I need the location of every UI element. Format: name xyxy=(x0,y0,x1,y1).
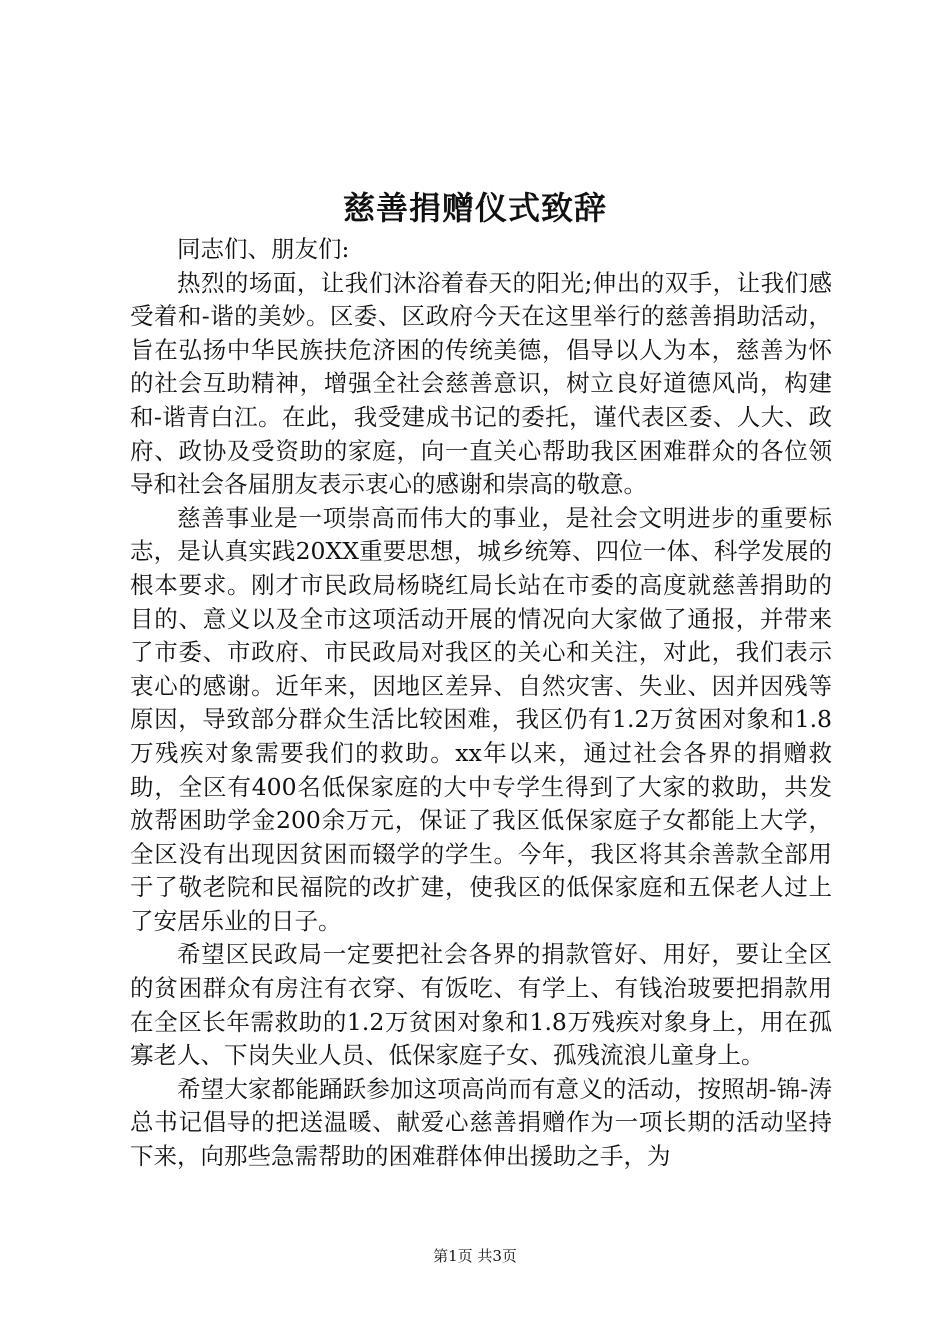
paragraph-4: 希望大家都能踊跃参加这项高尚而有意义的活动，按照胡-锦-涛总书记倡导的把送温暖、献爱心慈善捐赠作为一项长期的活动坚持下来，向那些急需帮助的困难群体伸出援助之手，为 xyxy=(130,1074,832,1171)
document-title: 慈善捐赠仪式致辞 xyxy=(342,189,607,227)
paragraph-1: 热烈的场面，让我们沐浴着春天的阳光;伸出的双手，让我们感受着和-谐的美妙。区委、区政府今天在这里举行的慈善捐助活动，旨在弘扬中华民族扶危济困的传统美德，倡导以人为本，慈善为怀的社会互助精神，增强全社会慈善意识，树立良好道德风尚，构建和-谐青白江。在此，我受建成书记的委托，谨代表区委、人大、政府、政协及受资助的家庭，向一直关心帮助我区困难群众的各位领导和社会各届朋友表示衷心的感谢和崇高的敬意。 xyxy=(130,268,832,499)
paragraph-2: 慈善事业是一项崇高而伟大的事业，是社会文明进步的重要标志，是认真实践20XX重要思想，城乡统筹、四位一体、科学发展的根本要求。刚才市民政局杨晓红局长站在市委的高度就慈善捐助的目的、意义以及全市这项活动开展的情况向大家做了通报，并带来了市委、市政府、市民政局对我区的关心和关注，对此，我们表示衷心的感谢。近年来，因地区差异、自然灾害、失业、因并因残等原因，导致部分群众生活比较困难，我区仍有1.2万贫困对象和1.8万残疾对象需要我们的救助。xx年以来，通过社会各界的捐赠救助，全区有400名低保家庭的大中专学生得到了大家的救助，共发放帮困助学金200余万元，保证了我区低保家庭子女都能上大学，全区没有出现因贫困而辍学的学生。今年，我区将其余善款全部用于了敬老院和民福院的改扩建，使我区的低保家庭和五保老人过上了安居乐业的日子。 xyxy=(130,503,832,935)
page-footer: 第1页 共3页 xyxy=(433,1247,517,1265)
document-body xyxy=(130,233,832,1174)
paragraph-salutation: 同志们、朋友们: xyxy=(177,235,350,263)
paragraph-3: 希望区民政局一定要把社会各界的捐款管好、用好，要让全区的贫困群众有房注有衣穿、有饭吃、有学上、有钱治玻要把捐款用在全区长年需救助的1.2万贫困对象和1.8万残疾对象身上，用在孤寡老人、下岗失业人员、低保家庭子女、孤残流浪儿童身上。 xyxy=(130,940,832,1070)
